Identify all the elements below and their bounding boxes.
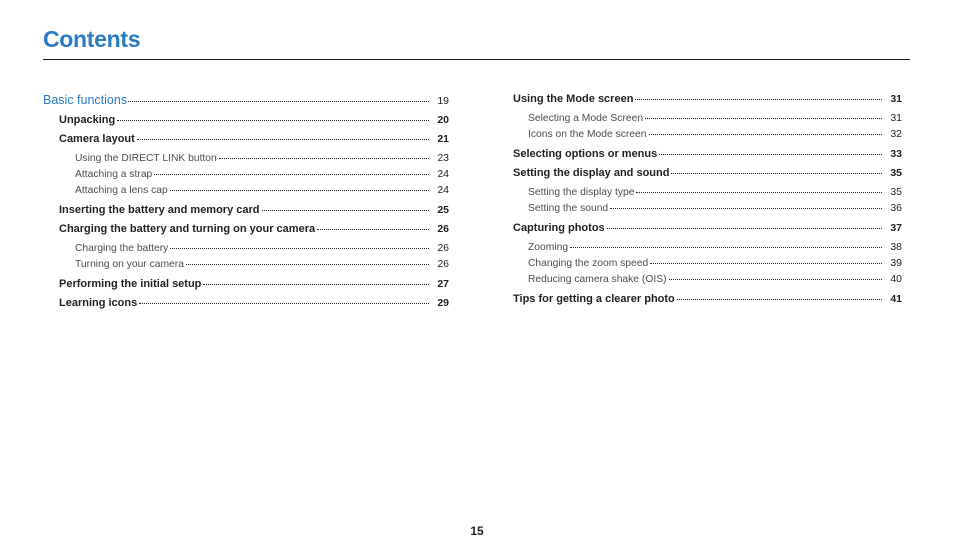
toc-entry[interactable]: [528, 202, 902, 218]
toc-entry-page: 36: [890, 202, 902, 214]
toc-entry-page: 26: [437, 223, 449, 235]
toc-dot-leader: [137, 135, 429, 140]
toc-entry-page: 23: [437, 152, 449, 164]
toc-entry[interactable]: [513, 93, 902, 112]
toc-entry[interactable]: [528, 257, 902, 273]
toc-dot-leader: [203, 280, 429, 285]
toc-dot-leader: [650, 259, 882, 264]
toc-entry-title: Camera layout: [59, 133, 135, 145]
toc-entry-page: 40: [890, 273, 902, 285]
toc-entry-title: Changing the zoom speed: [528, 258, 649, 269]
page-number: 15: [470, 524, 484, 538]
page-title: Contents: [43, 26, 141, 52]
toc-dot-leader: [669, 275, 883, 280]
toc-entry-page: 35: [890, 167, 902, 179]
toc-entry-title: Capturing photos: [513, 222, 605, 234]
toc-right-column: [513, 93, 902, 312]
toc-entry-title: Basic functions: [43, 93, 128, 107]
toc-dot-leader: [635, 95, 882, 100]
toc-dot-leader: [677, 295, 882, 300]
toc-entry[interactable]: [59, 278, 449, 297]
toc-entry-title: Using the Mode screen: [513, 93, 634, 105]
toc-entry[interactable]: [59, 223, 449, 242]
toc-entry[interactable]: [528, 273, 902, 289]
toc-entry-page: 21: [437, 133, 449, 145]
toc-entry-title: Attaching a lens cap: [75, 185, 168, 196]
toc-entry-page: 29: [437, 297, 449, 309]
toc-entry-title: Attaching a strap: [75, 169, 153, 180]
toc-entry[interactable]: [75, 242, 449, 258]
toc-dot-leader: [170, 244, 429, 249]
toc-entry[interactable]: [528, 112, 902, 128]
toc-entry[interactable]: [513, 167, 902, 186]
toc-entry-page: 37: [890, 222, 902, 234]
toc-entry[interactable]: [528, 128, 902, 144]
toc-entry[interactable]: [59, 204, 449, 223]
toc-dot-leader: [170, 186, 429, 191]
toc-entry-page: 38: [890, 241, 902, 253]
toc-entry-title: Zooming: [528, 242, 569, 253]
toc-entry[interactable]: [75, 184, 449, 200]
toc-entry-title: Learning icons: [59, 297, 138, 309]
toc-entry-title: Selecting a Mode Screen: [528, 113, 644, 124]
toc-entry-page: 31: [890, 112, 902, 124]
toc-entry-title: Inserting the battery and memory card: [59, 204, 260, 216]
toc-entry[interactable]: [513, 293, 902, 312]
toc-entry[interactable]: [75, 168, 449, 184]
toc-entry-title: Using the DIRECT LINK button: [75, 153, 217, 164]
toc-dot-leader: [117, 116, 429, 121]
toc-entry[interactable]: [513, 222, 902, 241]
toc-entry-title: Tips for getting a clearer photo: [513, 293, 675, 305]
toc-entry-page: 19: [437, 95, 449, 107]
toc-entry-title: Unpacking: [59, 114, 116, 126]
toc-entry-title: Setting the display type: [528, 187, 635, 198]
toc-entry-page: 35: [890, 186, 902, 198]
toc-dot-leader: [317, 225, 429, 230]
toc-dot-leader: [262, 206, 430, 211]
toc-entry-page: 25: [437, 204, 449, 216]
toc-entry-title: Charging the battery: [75, 243, 169, 254]
toc-entry-title: Performing the initial setup: [59, 278, 202, 290]
toc-entry-page: 24: [437, 168, 449, 180]
toc-entry[interactable]: [43, 93, 449, 113]
toc-entry[interactable]: [59, 114, 449, 133]
toc-entry[interactable]: [528, 241, 902, 257]
title-divider: [43, 59, 910, 60]
toc-dot-leader: [570, 243, 882, 248]
toc-entry-title: Icons on the Mode screen: [528, 129, 647, 140]
toc-entry[interactable]: [75, 152, 449, 168]
toc-dot-leader: [186, 260, 429, 265]
toc-entry-title: Charging the battery and turning on your camera: [59, 223, 316, 235]
toc-dot-leader: [219, 154, 429, 159]
toc-entry-title: Reducing camera shake (OIS): [528, 274, 667, 285]
toc-entry-page: 33: [890, 148, 902, 160]
toc-dot-leader: [154, 170, 429, 175]
toc-entry[interactable]: [513, 148, 902, 167]
toc-entry[interactable]: [59, 297, 449, 316]
toc-entry-page: 31: [890, 93, 902, 105]
toc-entry-page: 24: [437, 184, 449, 196]
toc-dot-leader: [128, 97, 429, 102]
toc-entry-title: Setting the sound: [528, 203, 609, 214]
toc-entry-title: Selecting options or menus: [513, 148, 658, 160]
toc-entry-title: Turning on your camera: [75, 259, 184, 270]
toc-dot-leader: [607, 224, 882, 229]
toc-dot-leader: [671, 169, 882, 174]
toc-entry[interactable]: [75, 258, 449, 274]
toc-entry-page: 27: [437, 278, 449, 290]
toc-dot-leader: [139, 299, 429, 304]
toc-entry-page: 41: [890, 293, 902, 305]
toc-dot-leader: [659, 150, 882, 155]
toc-entry-page: 26: [437, 258, 449, 270]
toc-left-column: [43, 93, 449, 316]
toc-entry[interactable]: [528, 186, 902, 202]
toc-entry[interactable]: [59, 133, 449, 152]
toc-dot-leader: [649, 130, 883, 135]
toc-entry-title: Setting the display and sound: [513, 167, 670, 179]
toc-dot-leader: [636, 188, 882, 193]
toc-entry-page: 26: [437, 242, 449, 254]
toc-entry-page: 32: [890, 128, 902, 140]
toc-dot-leader: [645, 114, 882, 119]
toc-entry-page: 20: [437, 114, 449, 126]
toc-entry-page: 39: [890, 257, 902, 269]
toc-dot-leader: [610, 204, 882, 209]
